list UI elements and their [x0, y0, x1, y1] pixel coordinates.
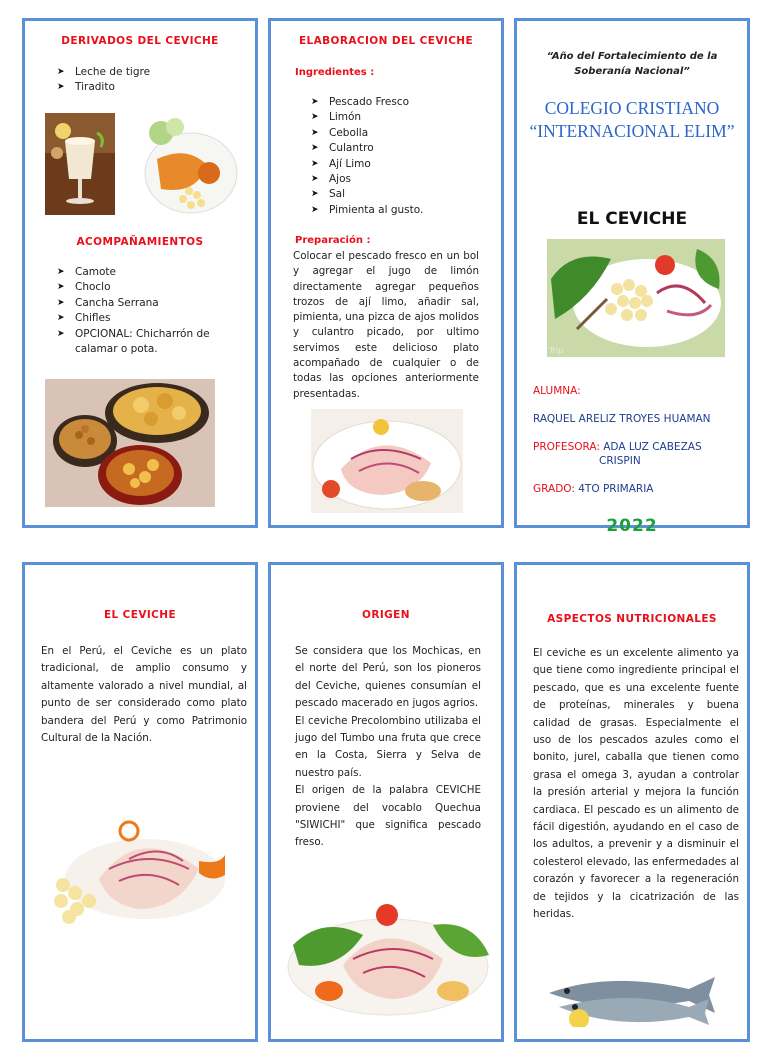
list-item: ➤ Ají Limo — [311, 157, 423, 172]
origen-paragraph-3: El origen de la palabra CEVICHE proviene del vocablo Quechua "SIWICHI" que significa pescado freso. — [295, 784, 481, 849]
grade-value: 4TO PRIMARIA — [578, 483, 654, 495]
ingredients-list — [311, 95, 423, 218]
student-label: ALUMNA: — [533, 385, 581, 397]
preparation-text: Colocar el pescado fresco en un bol y agregar el jugo de limón directamente agregar pequeños trozos de ají limo, añadir sal, pimienta, una pizca de ajos molidos y culantro picado, por ultimo servimos este delicioso plato acompañado de cualquier o de todas las opciones anteriormente presentadas. — [293, 250, 479, 400]
panel-cover — [514, 18, 750, 536]
cover-ceviche-photo — [547, 239, 725, 357]
list-item: ➤ Camote — [57, 265, 237, 280]
teacher-row — [533, 441, 702, 453]
fish-photo — [539, 967, 729, 1027]
student-name: RAQUEL ARELIZ TROYES HUAMAN — [533, 413, 711, 425]
list-item: ➤ Sal — [311, 187, 423, 202]
panel-el-ceviche — [22, 562, 258, 1042]
panel-origen — [268, 562, 504, 1042]
teacher-label: PROFESORA: — [533, 441, 600, 453]
year-text: 2022 — [606, 516, 658, 536]
photo-watermark: Trip — [549, 346, 564, 355]
preparacion-label: Preparación : — [295, 235, 371, 246]
origen-paragraph-1: Se considera que los Mochicas, en el norte del Perú, son los pioneros del Ceviche, quienes consumían el pescado macerado en jugos agrios. — [295, 645, 481, 710]
panel-nutricion — [514, 562, 750, 1042]
ceviche-dish-photo — [49, 809, 227, 929]
teacher-row-2 — [599, 455, 641, 467]
list-item: ➤ Limón — [311, 110, 423, 125]
list-item: ➤ Pescado Fresco — [311, 95, 423, 110]
leche-de-tigre-photo — [45, 113, 115, 215]
acompanamientos-list — [57, 265, 237, 357]
panel-elaboracion — [268, 18, 504, 528]
list-item: ➤ Culantro — [311, 141, 423, 156]
ingredientes-label: Ingredientes : — [295, 67, 375, 78]
derivados-title: DERIVADOS DEL CEVICHE — [61, 35, 219, 47]
motto-text: “Año del Fortalecimiento de la Soberanía Nacional” — [546, 51, 718, 77]
derivados-list — [57, 65, 150, 96]
list-item: ➤ Cancha Serrana — [57, 296, 237, 311]
elaboracion-title: ELABORACION DEL CEVICHE — [298, 35, 474, 47]
student-name-row — [533, 413, 711, 425]
origen-title: ORIGEN — [362, 609, 410, 621]
school-name: COLEGIO CRISTIANO “INTERNACIONAL ELIM” — [529, 98, 735, 141]
list-item: ➤ Tiradito — [57, 80, 150, 95]
list-item: ➤ Chifles — [57, 311, 237, 326]
origen-text-block — [295, 643, 481, 852]
panel-derivados — [22, 18, 258, 528]
cover-title: EL CEVICHE — [576, 209, 688, 229]
teacher-name-2: CRISPIN — [599, 455, 641, 467]
ceviche-origen-photo — [283, 895, 493, 1025]
grade-label: GRADO: — [533, 483, 575, 495]
list-item: ➤ OPCIONAL: Chicharrón de calamar o pota. — [57, 327, 237, 358]
grade-row — [533, 483, 654, 495]
list-item: ➤ Cebolla — [311, 126, 423, 141]
side-dishes-photo — [45, 379, 215, 507]
teacher-name: ADA LUZ CABEZAS — [603, 441, 702, 453]
list-item: ➤ Leche de tigre — [57, 65, 150, 80]
list-item: ➤ Choclo — [57, 280, 237, 295]
nutricion-title: ASPECTOS NUTRICIONALES — [547, 613, 717, 625]
acompanamientos-title: ACOMPAÑAMIENTOS — [76, 236, 204, 248]
nutricion-text: El ceviche es un excelente alimento ya que tiene como ingrediente principal el pescado, que es una excelente fuente de proteínas, minerales y buena calidad de grasas. Especialmente el uso de los pescados azules como el bonito, jurel, caballa que tienen como grasa el omega 3, ayudan a controlar la presión arterial y mejora la función cardiaca. El pescado es un alimento de fácil digestión, ayudando en el caso de los adultos, a prevenir y a disminuir el colesterol elevado, las enfermedades al corazón y favorecer a la regeneración de tejidos y la cicatrización de las heridas. — [533, 647, 739, 921]
list-item: ➤ Ajos — [311, 172, 423, 187]
origen-paragraph-2: El ceviche Precolombino utilizaba el jugo del Tumbo una fruta que crece en la Costa, Sierra y Selva de nuestro país. — [295, 714, 481, 779]
tiradito-photo — [139, 113, 239, 221]
ceviche-plate-photo — [311, 409, 463, 513]
student-label-row — [533, 385, 581, 397]
el-ceviche-title: EL CEVICHE — [103, 609, 177, 621]
list-item: ➤ Pimienta al gusto. — [311, 203, 423, 218]
el-ceviche-text: En el Perú, el Ceviche es un plato tradicional, de amplio consumo y altamente valorado a nivel mundial, al punto de ser considerado como plato bandera del Perú y como Patrimonio Cultural de la Nación. — [41, 645, 247, 745]
